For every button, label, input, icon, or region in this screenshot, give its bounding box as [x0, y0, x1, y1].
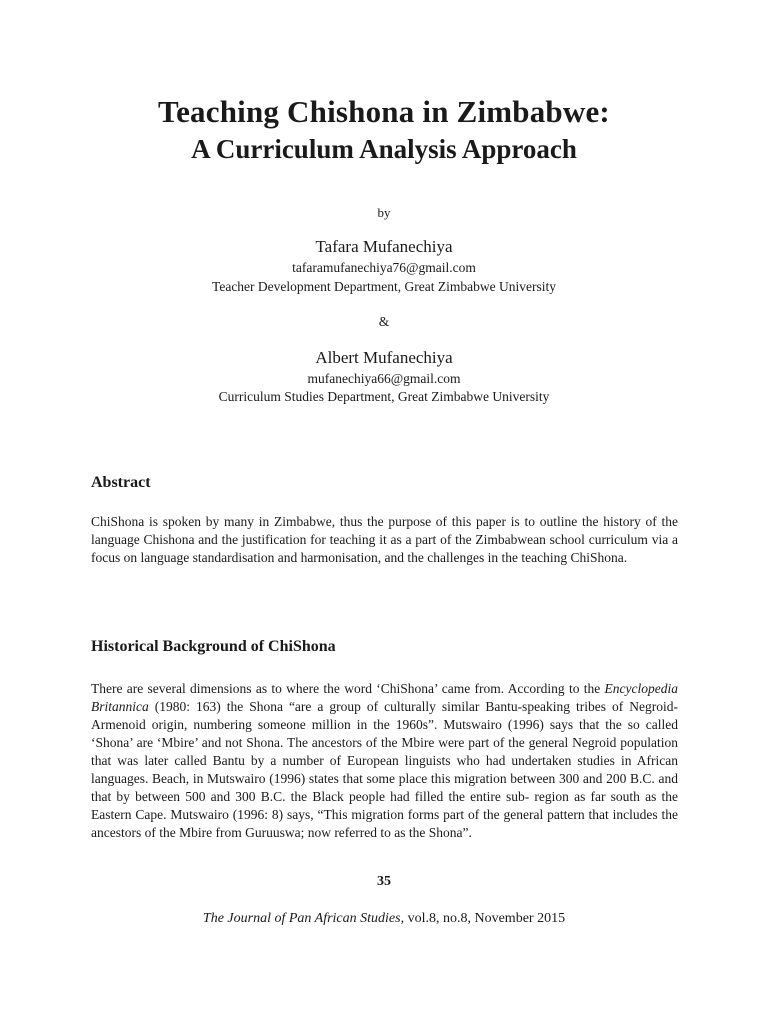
section-text-rest: (1980: 163) the Shona “are a group of culturally similar Bantu-speaking tribes of Negroid-Armenoid origin, numbering someone million in the 1960s”. Mutswairo (1996) says that the so called ‘Shona’ are ‘Mbire’ and not Shona. The ancestors of the Mbire were part of the general Negroid population that was later called Bantu by a number of European linguists who had undertaken studies in African languages. Beach, in Mutswairo (1996) states that some place this migration between 300 and 200 B.C. and that by between 500 and 300 B.C. the Black people had filled the entire sub- region as far south as the Eastern Cape. Mutswairo (1996: 8) says, “This migration forms part of the general pattern that includes the ancestors of the Mbire from Guruuswa; now referred to as the Shona”.	[91, 699, 678, 840]
author-name: Tafara Mufanechiya	[315, 237, 453, 256]
author-affiliation: Teacher Development Department, Great Zimbabwe University	[212, 279, 556, 294]
section-paragraph	[91, 680, 678, 842]
author-affiliation: Curriculum Studies Department, Great Zimbabwe University	[218, 389, 550, 404]
paper-title: Teaching Chishona in Zimbabwe:	[158, 94, 610, 129]
journal-footer	[0, 911, 768, 927]
journal-name: The Journal of Pan African Studies	[202, 911, 401, 926]
abstract-heading: Abstract	[91, 474, 151, 491]
byline: by	[377, 205, 391, 220]
paper-subtitle: A Curriculum Analysis Approach	[191, 134, 577, 164]
author-separator: &	[378, 314, 390, 329]
journal-details: , vol.8, no.8, November 2015	[400, 911, 566, 926]
section-heading: Historical Background of ChiShona	[91, 638, 336, 655]
author-email: mufanechiya66@gmail.com	[307, 371, 461, 386]
encyclopedia-title: Encyclopedia Britannica	[91, 681, 678, 714]
author-name: Albert Mufanechiya	[315, 348, 453, 367]
abstract-text: ChiShona is spoken by many in Zimbabwe, thus the purpose of this paper is to outline the history of the language Chishona and the justification for teaching it as a part of the Zimbabwean school curriculum via a focus on language standardisation and harmonisation, and the challenges in the teaching ChiShona.	[91, 514, 678, 565]
page-number: 35	[377, 874, 391, 889]
section-text-start: There are several dimensions as to where the word ‘ChiShona’ came from. According to the	[91, 681, 605, 696]
author-email: tafaramufanechiya76@gmail.com	[292, 260, 476, 275]
